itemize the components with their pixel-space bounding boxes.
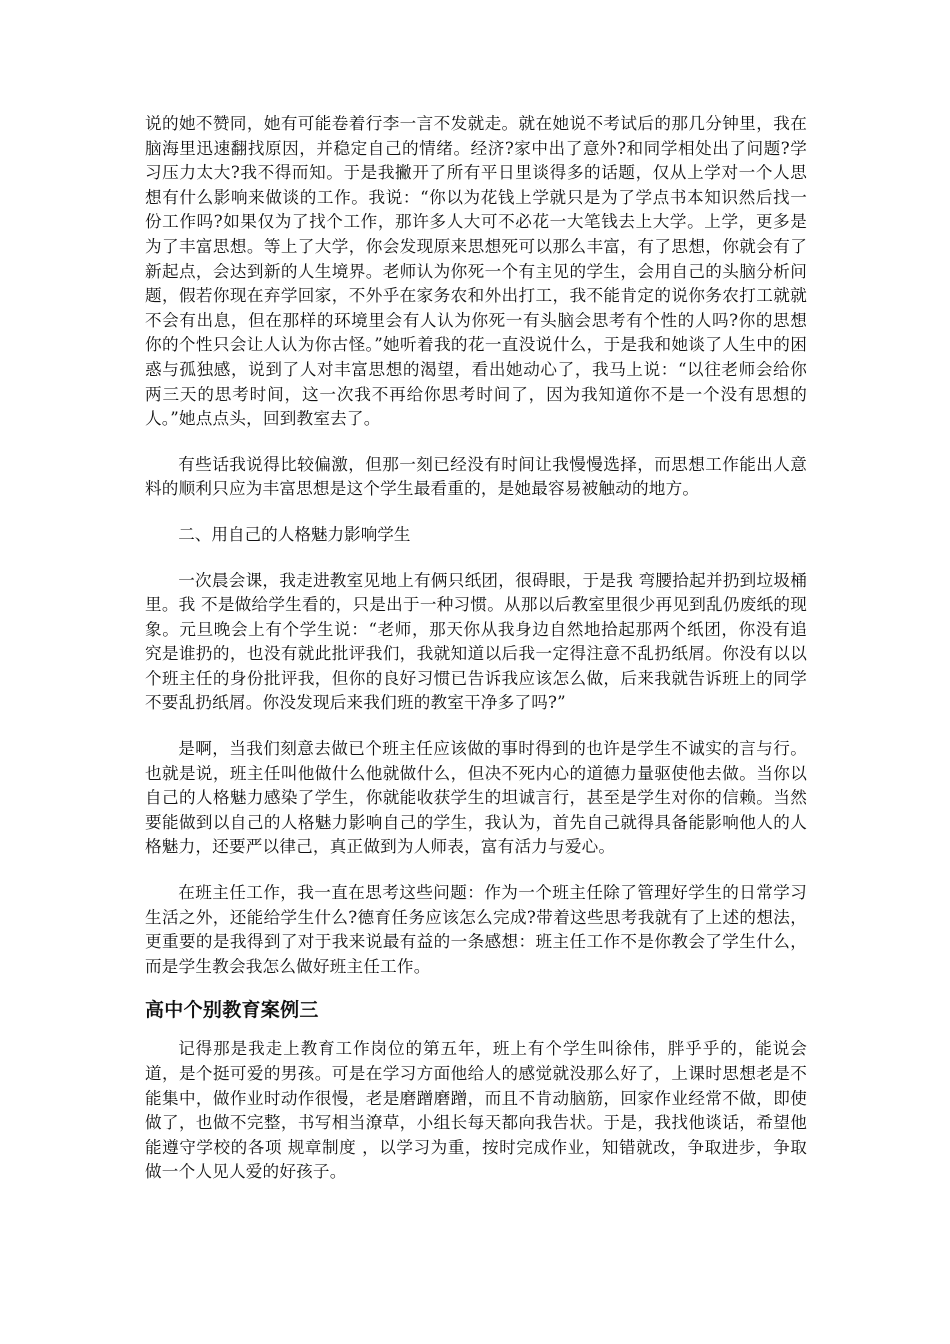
document-page [145,112,807,1185]
paragraph-gap [145,860,807,881]
case-heading: 高中个别教育案例三 [145,999,319,1022]
paragraph-gap [145,716,807,737]
paragraph-reflection: 有些话我说得比较偏激，但那一刻已经没有时间让我慢慢选择，而思想工作能出人意料的顺利只应为丰富思想是这个学生最看重的，是她最容易被触动的地方。 [145,454,807,499]
paragraph-gap [145,432,807,453]
paragraph-gap [145,502,807,523]
paragraph-gap [145,1023,807,1037]
paragraph-gap [145,548,807,569]
paragraph-conclusion: 在班主任工作，我一直在思考这些问题：作为一个班主任除了管理好学生的日常学习生活之外，还能给学生什么?德育任务应该怎么完成?带着这些思考我就有了上述的想法，更重要的是我得到了对于我来说最有益的一条感想：班主任工作不是你教会了学生什么，而是学生教会我怎么做好班主任工作。 [145,883,807,976]
paragraph-gap [145,979,807,997]
paragraph-morning-class: 一次晨会课，我走进教室见地上有俩只纸团，很碍眼，于是我 弯腰拾起并扔到垃圾桶里。我 不是做给学生看的，只是出于一种习惯。从那以后教室里很少再见到乱仍废纸的现象。元旦晚会上有个学生说：“老师，那天你从我身边自然地拾起那两个纸团，你没有追究是谁扔的，也没有就此批评我们，我就知道以后我一定得注意不乱扔纸屑。你没有以以个班主任的身份批评我，但你的良好习惯已告诉我应该怎么做，后来我就告诉班上的同学不要乱扔纸屑。你没发现后来我们班的教室干净多了吗?” [145,570,807,713]
paragraph-case-three: 记得那是我走上教育工作岗位的第五年，班上有个学生叫徐伟，胖乎乎的，能说会道，是个挺可爱的男孩。可是在学习方面他给人的感觉就没那么好了，上课时思想老是不能集中，做作业时动作很慢，老是磨蹭磨蹭，而且不肯动脑筋，回家作业经常不做，即使做了，也做不完整，书写相当潦草，小组长每天都向我告状。于是，我找他谈话，希望他能遵守学校的各项 规章制度 ，以学习为重，按时完成作业，知错就改，争取进步，争取做一个人见人爱的好孩子。 [145,1039,807,1182]
paragraph-personality: 是啊，当我们刻意去做已个班主任应该做的事时得到的也许是学生不诚实的言与行。也就是说，班主任叫他做什么他就做什么，但决不死内心的道德力量驱使他去做。当你以自己的人格魅力感染了学生，你就能收获学生的坦诚言行，甚至是学生对你的信赖。当然要能做到以自己的人格魅力影响自己的学生，我认为，首先自己就得具备能影响他人的人格魅力，还要严以律己，真正做到为人师表，富有活力与爱心。 [145,739,807,857]
section-subheading: 二、用自己的人格魅力影响学生 [178,524,411,544]
paragraph-continuation: 说的她不赞同，她有可能卷着行李一言不发就走。就在她说不考试后的那几分钟里，我在脑海里迅速翻找原因，并稳定自己的情绪。经济?家中出了意外?和同学相处出了问题?学习压力太大?我不得而知。于是我撇开了所有平日里谈得多的话题，仅从上学对一个人思想有什么影响来做谈的工作。我说：“你以为花钱上学就只是为了学点书本知识然后找一份工作吗?如果仅为了找个工作，那许多人大可不必花一大笔钱去上大学。上学，更多是为了丰富思想。等上了大学，你会发现原来思想死可以那么丰富，有了思想，你就会有了新起点，会达到新的人生境界。老师认为你死一个有主见的学生，会用自己的头脑分析问题，假若你现在弃学回家，不外乎在家务农和外出打工，我不能肯定的说你务农打工就就不会有出息，但在那样的环境里会有人认为你死一有头脑会思考有个性的人吗?你的思想你的个性只会让人认为你古怪。”她听着我的花一直没说什么，于是我和她谈了人生中的困惑与孤独感，说到了人对丰富思想的渴望，看出她动心了，我马上说：“以往老师会给你两三天的思考时间，这一次我不再给你思考时间了，因为我知道你不是一个没有思想的人。”她点点头，回到教室去了。 [145,114,807,429]
